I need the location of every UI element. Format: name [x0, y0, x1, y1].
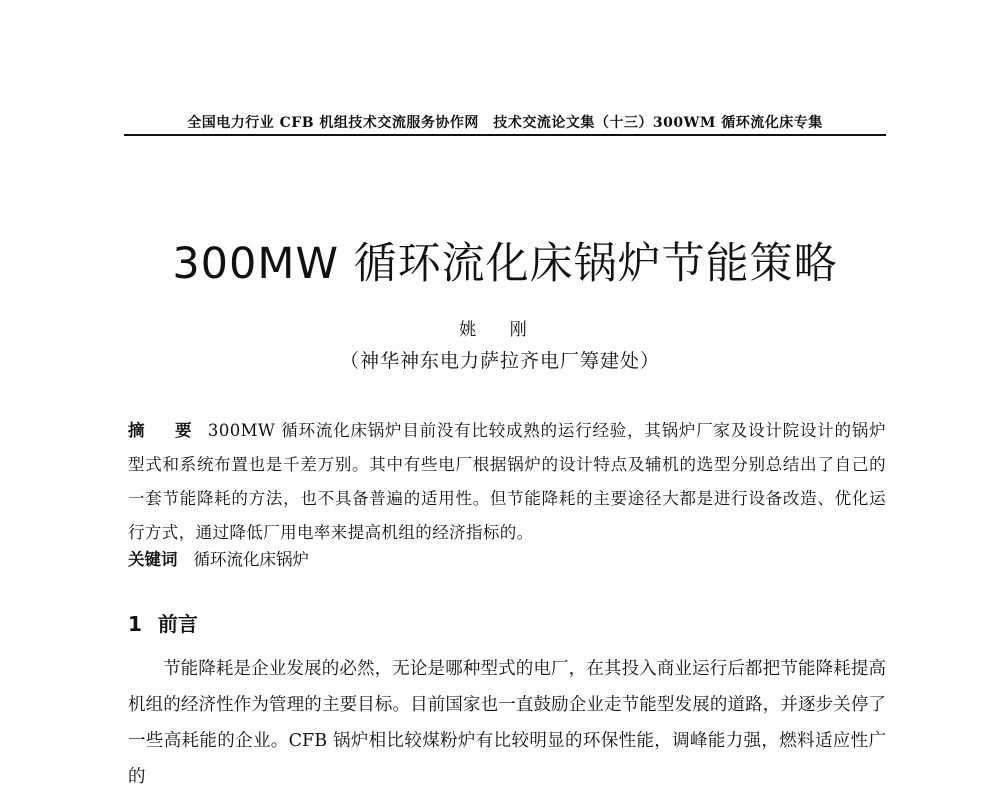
body-paragraph: 节能降耗是企业发展的必然，无论是哪种型式的电厂，在其投入商业运行后都把节能降耗提高机组的经济性作为管理的主要目标。目前国家也一直鼓励企业走节能型发展的道路，并逐步关停了一些高耗能的企业。CFB 锅炉相比较煤粉炉有比较明显的环保性能，调峰能力强，燃料适应性广的: [128, 659, 886, 787]
header-rule: [124, 134, 886, 136]
abstract-label: 摘 要: [128, 421, 204, 440]
abstract-text: 300MW 循环流化床锅炉目前没有比较成熟的运行经验，其锅炉厂家及设计院设计的锅炉型式和系统布置也是千差万别。其中有些电厂根据锅炉的设计特点及辅机的选型分别总结出了自己的一套节能降耗的方法，也不具备普遍的适用性。但节能降耗的主要途径大都是进行设备改造、优化运行方式，通过降低厂用电率来提高机组的经济指标的。: [128, 421, 886, 542]
keywords-text: 循环流化床锅炉: [193, 550, 309, 569]
keywords-label: 关键词: [128, 550, 178, 569]
section-heading: [128, 608, 198, 637]
running-head: 全国电力行业 CFB 机组技术交流服务协作网 技术交流论文集（十三）300WM 循环流化床专集: [187, 115, 823, 131]
author-name: 姚 刚: [459, 320, 541, 340]
abstract: [128, 414, 886, 550]
section-title: 前言: [157, 612, 198, 636]
section-number: 1: [128, 612, 142, 636]
author-affiliation: （神华神东电力萨拉齐电厂筹建处）: [339, 350, 660, 372]
keywords: [128, 545, 886, 575]
paper-title: 300MW 循环流化床锅炉节能策略: [172, 239, 838, 289]
